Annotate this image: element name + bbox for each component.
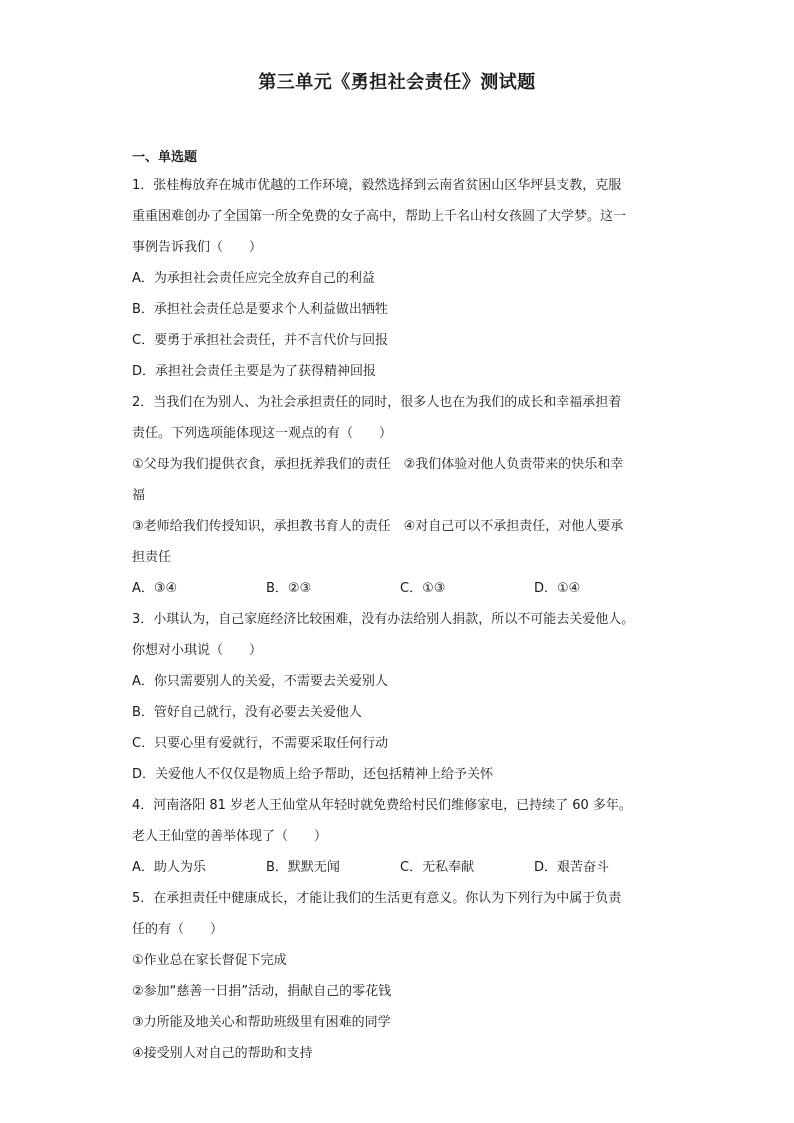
question-text-line: 1．张桂梅放弃在城市优越的工作环境，毅然选择到云南省贫困山区华坪县支教，克服 xyxy=(132,178,622,193)
question-text-line: 责任。下列选项能体现这一观点的有（ ） xyxy=(132,426,393,441)
question-2 xyxy=(132,387,668,604)
question-text-line: 5．在承担责任中健康成长，才能让我们的生活更有意义。你认为下列行为中属于负责 xyxy=(132,891,622,906)
question-text-line: 福 xyxy=(132,488,146,503)
question-text-line: 老人王仙堂的善举体现了（ ） xyxy=(132,829,328,844)
answer-option: D．承担社会责任主要是为了获得精神回报 xyxy=(132,364,377,379)
question-text-line: 4．河南洛阳 81 岁老人王仙堂从年轻时就免费给村民们维修家电，已持续了 60 多年。 xyxy=(132,798,632,813)
question-text-line: 2．当我们在为别人、为社会承担责任的同时，很多人也在为我们的成长和幸福承担着 xyxy=(132,395,622,410)
question-text-line: 3．小琪认为，自己家庭经济比较困难，没有办法给别人捐款，所以不可能去关爱他人。 xyxy=(132,612,635,627)
question-text-line: 担责任 xyxy=(132,550,172,565)
page-title: 第三单元《勇担社会责任》测试题 xyxy=(258,72,536,93)
question-text-line: 事例告诉我们（ ） xyxy=(132,240,263,255)
question-text-line: ①作业总在家长督促下完成 xyxy=(132,953,287,968)
question-text-line: 任的有（ ） xyxy=(132,922,224,937)
question-5 xyxy=(132,883,668,1069)
question-text-line: ③老师给我们传授知识，承担教书育人的责任 ④对自己可以不承担责任，对他人要承 xyxy=(132,519,624,534)
question-4 xyxy=(132,790,668,883)
question-list xyxy=(132,170,668,1069)
answer-option: B．管好自己就行，没有必要去关爱他人 xyxy=(132,705,362,720)
answer-options-row xyxy=(132,573,668,604)
answer-option: D．①④ xyxy=(534,581,581,596)
question-3 xyxy=(132,604,668,790)
answer-option: A．你只需要别人的关爱，不需要去关爱别人 xyxy=(132,674,388,689)
answer-option: A．为承担社会责任应完全放弃自己的利益 xyxy=(132,271,375,286)
question-text-line: ①父母为我们提供衣食，承担抚养我们的责任 ②我们体验对他人负责带来的快乐和幸 xyxy=(132,457,624,472)
answer-option: C．无私奉献 xyxy=(400,860,475,875)
answer-option: A．③④ xyxy=(132,581,178,596)
answer-option: C．①③ xyxy=(400,581,446,596)
answer-option: D．关爱他人不仅仅是物质上给予帮助，还包括精神上给予关怀 xyxy=(132,767,494,782)
answer-option: C．只要心里有爱就行，不需要采取任何行动 xyxy=(132,736,389,751)
section-heading: 一、单选题 xyxy=(132,150,198,165)
question-text-line: 你想对小琪说（ ） xyxy=(132,643,263,658)
question-text-line: 重重困难创办了全国第一所全免费的女子高中，帮助上千名山村女孩圆了大学梦。这一 xyxy=(132,209,627,224)
question-text-line: ③力所能及地关心和帮助班级里有困难的同学 xyxy=(132,1015,391,1030)
answer-option: A．助人为乐 xyxy=(132,860,206,875)
answer-option: B．承担社会责任总是要求个人利益做出牺牲 xyxy=(132,302,388,317)
answer-option: B．默默无闻 xyxy=(266,860,340,875)
answer-option: B．②③ xyxy=(266,581,312,596)
answer-options-row xyxy=(132,852,668,883)
answer-option: D．艰苦奋斗 xyxy=(534,860,610,875)
question-text-line: ④接受别人对自己的帮助和支持 xyxy=(132,1046,313,1061)
question-text-line: ②参加“慈善一日捐”活动，捐献自己的零花钱 xyxy=(132,984,392,999)
answer-option: C．要勇于承担社会责任，并不言代价与回报 xyxy=(132,333,389,348)
question-1 xyxy=(132,170,668,387)
